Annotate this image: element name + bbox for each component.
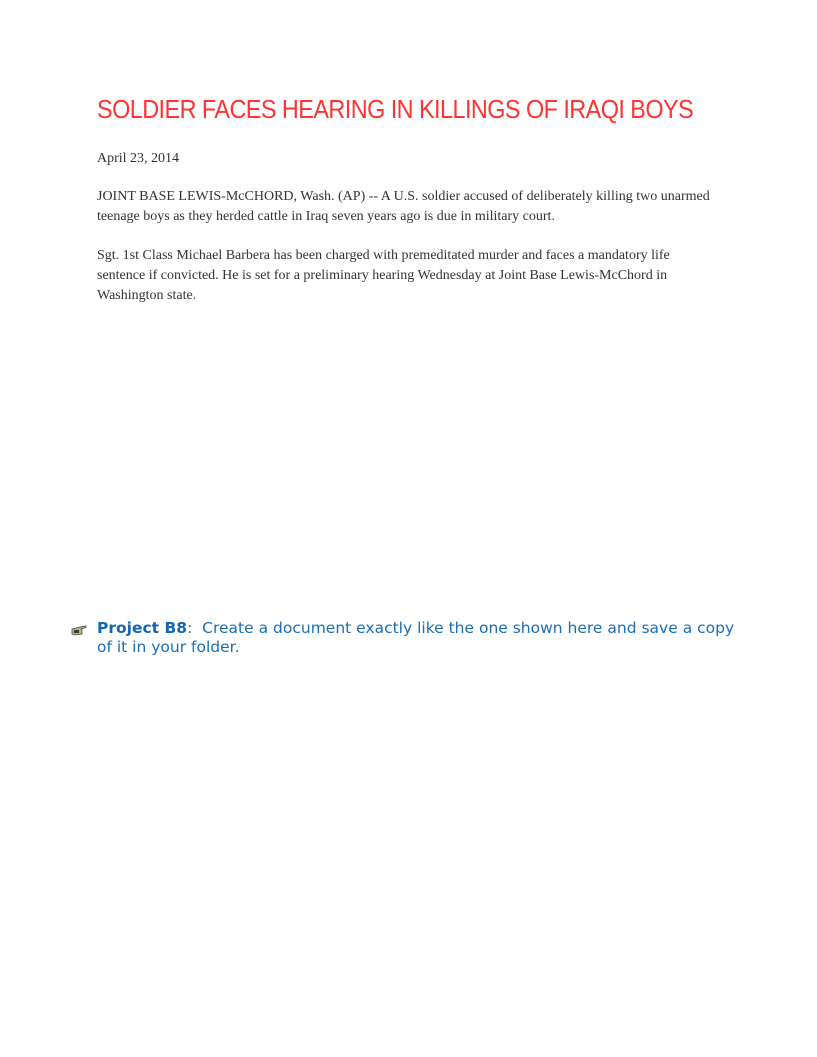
project-instruction xyxy=(97,619,740,657)
project-label: Project B8 xyxy=(97,619,188,637)
article-paragraph: Sgt. 1st Class Michael Barbera has been charged with premeditated murder and faces a mandatory life sentence if convicted. He is set for a preliminary hearing Wednesday at Joint Base Lewis-McChord in Washington state. xyxy=(97,248,670,303)
headline: SOLDIER FACES HEARING IN KILLINGS OF IRAQI BOYS xyxy=(97,94,694,124)
project-separator: : xyxy=(187,619,193,637)
article-date: April 23, 2014 xyxy=(97,151,180,166)
pointing-hand-icon xyxy=(71,624,87,636)
article-paragraph: JOINT BASE LEWIS-McCHORD, Wash. (AP) -- A U.S. soldier accused of deliberately killing two unarmed teenage boys as they herded cattle in Iraq seven years ago is due in military court. xyxy=(97,189,710,224)
project-text: Create a document exactly like the one shown here and save a copy of it in your folder. xyxy=(97,619,740,656)
